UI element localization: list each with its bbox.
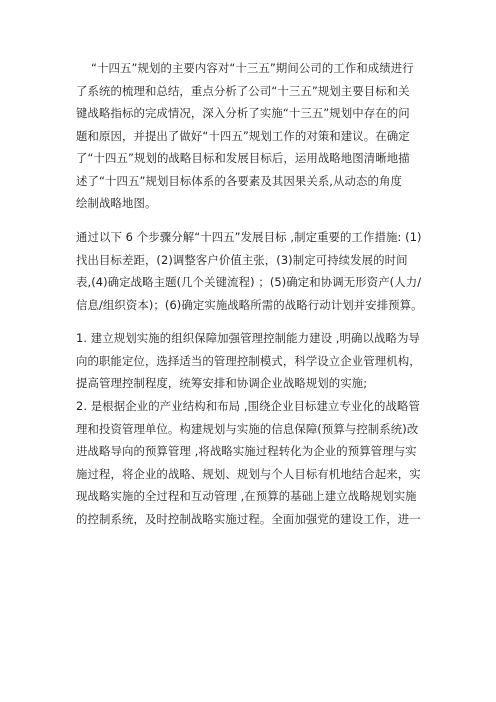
text-line: 向的职能定位，选择适当的管理控制模式，科学设立企业管理机构， bbox=[76, 353, 421, 368]
text-line: 找出目标差距，(2)调整客户价值主张，(3)制定可持续发展的时间 bbox=[76, 252, 408, 267]
text-line: 键战略指标的完成情况，深入分析了实施“十三五”规划中存在的问 bbox=[76, 106, 410, 120]
text-line: 了“十四五”规划的战略目标和发展目标后，运用战略地图清晰地描 bbox=[76, 151, 410, 165]
text-line: 信息/组织资本)；(6)确定实施战略所需的战略行动计划并安排预算。 bbox=[76, 297, 423, 312]
text-line: 进战略导向的预算管理 ,将战略实施过程转化为企业的预算管理与实 bbox=[76, 444, 417, 458]
text-line: “十四五”规划的主要内容对“十三五”期间公司的工作和成绩进行 bbox=[91, 61, 414, 75]
text-line: 1. 建立规划实施的组织保障加强管理控制能力建设 ,明确以战略为导 bbox=[76, 331, 420, 345]
text-line: 现战略实施的全过程和互动管理 ,在预算的基础上建立战略规划实施 bbox=[76, 489, 417, 503]
text-line: 提高管理控制程度，统筹安排和协调企业战略规划的实施; bbox=[76, 376, 368, 390]
paragraph-item-1 bbox=[76, 327, 436, 395]
text-line: 绘制战略地图。 bbox=[76, 196, 157, 210]
text-line: 表,(4)确定战略主题(几个关键流程) ；(5)确定和协调无形资产(人力/ bbox=[76, 275, 422, 289]
text-line: 述了“十四五”规划目标体系的各要素及其因果关系,从动态的角度 bbox=[76, 173, 402, 188]
text-line: 的控制系统，及时控制战略实施过程。全面加强党的建设工作，进一 bbox=[76, 511, 421, 526]
paragraph-item-2 bbox=[76, 395, 436, 530]
text-line: 2. 是根据企业的产业结构和布局 ,围绕企业目标建立专业化的战略管 bbox=[76, 399, 420, 413]
text-line: 理和投资管理单位。构建规划与实施的信息保障(预算与控制系统)改 bbox=[76, 421, 419, 436]
text-line: 题和原因，并提出了做好“十四五”规划工作的对策和建议。在确定 bbox=[76, 128, 410, 143]
text-line: 了系统的梳理和总结，重点分析了公司“十三五”规划主要目标和关 bbox=[76, 83, 410, 98]
paragraph-steps bbox=[76, 226, 436, 316]
text-line: 通过以下 6 个步骤分解“十四五”发展目标 ,制定重要的工作措施: (1) bbox=[76, 230, 422, 244]
text-line: 施过程，将企业的战略、规划、规划与个人目标有机地结合起来，实 bbox=[76, 466, 421, 481]
paragraph-summary bbox=[76, 57, 436, 215]
